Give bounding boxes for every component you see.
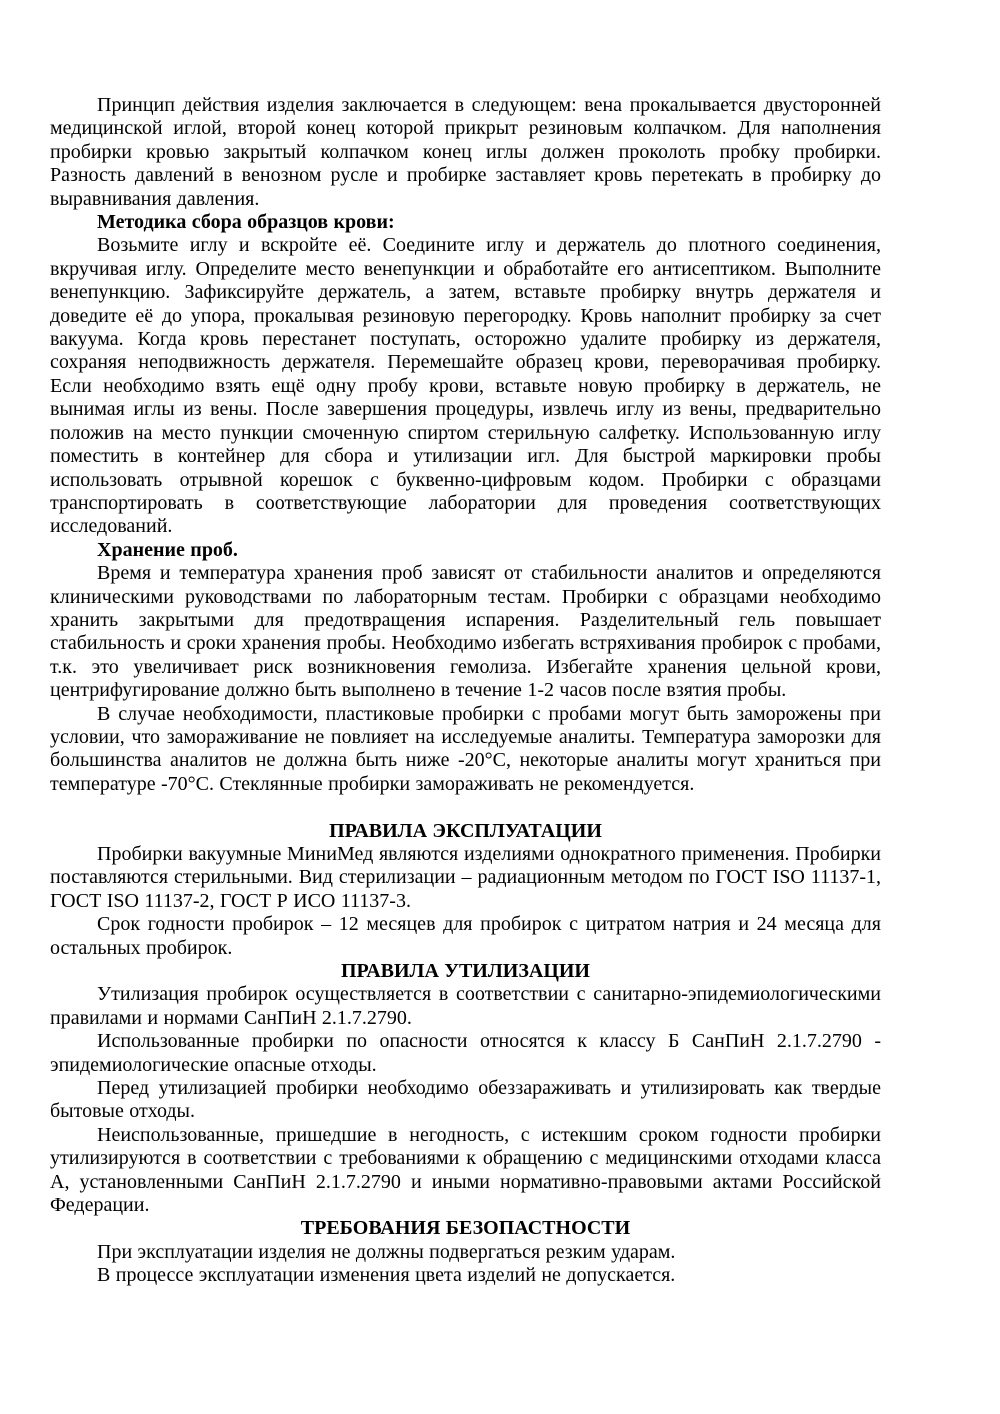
paragraph-single-use-sterilization: Пробирки вакуумные МиниМед являются изделиями однократного применения. Пробирки поставляются стерильными. Вид стерилизации – радиационным методом по ГОСТ ISO 11137-1, ГОСТ ISO 11137-2, ГОСТ Р ИСО 11137-3. (50, 842, 881, 912)
heading-safety-requirements: ТРЕБОВАНИЯ БЕЗОПАСТНОСТИ (300, 1217, 631, 1240)
paragraph-no-color-change: В процессе эксплуатации изменения цвета изделий не допускается. (97, 1264, 676, 1287)
paragraph-decontamination: Перед утилизацией пробирки необходимо обеззараживать и утилизировать как твердые бытовые отходы. (50, 1077, 881, 1123)
heading-blood-collection-method: Методика сбора образцов крови: (97, 211, 395, 234)
paragraph-disposal-sanpin: Утилизация пробирок осуществляется в соответствии с санитарно-эпидемиологическими правилами и нормами СанПиН 2.1.7.2790. (50, 983, 881, 1029)
paragraph-used-tubes-class-b: Использованные пробирки по опасности относятся к классу Б СанПиН 2.1.7.2790 - эпидемиологические опасные отходы. (50, 1030, 881, 1076)
heading-sample-storage: Хранение проб. (97, 538, 238, 561)
paragraph-unused-tubes-class-a: Неиспользованные, пришедшие в негодность, с истекшим сроком годности пробирки утилизируются в соответствии с требованиями к обращению с медицинскими отходами класса А, установленными СанПиН 2.1.7.2790 и иными нормативно-правовыми актами Российской Федерации. (50, 1123, 881, 1217)
document-body (50, 94, 881, 1288)
paragraph-storage-conditions: Время и температура хранения проб зависят от стабильности аналитов и определяются клиническими руководствами по лабораторным тестам. Пробирки с образцами необходимо хранить закрытыми для предотвращения испарения. Разделительный гель повышает стабильность и сроки хранения пробы. Необходимо избегать встряхивания пробирок с пробами, т.к. это увеличивает риск возникновения гемолиза. Избегайте хранения цельной крови, центрифугирование должно быть выполнено в течение 1-2 часов после взятия пробы. (50, 562, 881, 702)
paragraph-collection-procedure: Возьмите иглу и вскройте её. Соедините иглу и держатель до плотного соединения, вкручивая иглу. Определите место венепункции и обработайте его антисептиком. Выполните венепункцию. Зафиксируйте держатель, а затем, вставьте пробирку внутрь держателя и доведите её до упора, прокалывая резиновую перегородку. Кровь наполнит пробирку за счет вакуума. Когда кровь перестанет поступать, осторожно удалите пробирку из держателя, сохраняя неподвижность держателя. Перемешайте образец крови, переворачивая пробирку. Если необходимо взять ещё одну пробу крови, вставьте новую пробирку в держатель, не вынимая иглы из вены. После завершения процедуры, извлечь иглу из вены, предварительно положив на место пункции смоченную спиртом стерильную салфетку. Использованную иглу поместить в контейнер для сбора и утилизации игл. Для быстрой маркировки пробы использовать отрывной корешок с буквенно-цифровым кодом. Пробирки с образцами транспортировать в соответствующие лаборатории для проведения соответствующих исследований. (50, 234, 881, 538)
heading-disposal-rules: ПРАВИЛА УТИЛИЗАЦИИ (340, 960, 590, 983)
paragraph-freezing-conditions: В случае необходимости, пластиковые пробирки с пробами могут быть заморожены при условии, что замораживание не повлияет на исследуемые аналиты. Температура заморозки для большинства аналитов не должна быть ниже -20°С, некоторые аналиты могут храниться при температуре -70°С. Стеклянные пробирки замораживать не рекомендуется. (50, 702, 881, 795)
paragraph-operating-principle: Принцип действия изделия заключается в следующем: вена прокалывается двусторонней медицинской иглой, второй конец которой прикрыт резиновым колпачком. Для наполнения пробирки кровью закрытый колпачком конец иглы должен проколоть пробку пробирки. Разность давлений в венозном русле и пробирке заставляет кровь перетекать в пробирку до выравнивания давления. (50, 94, 881, 210)
paragraph-no-sharp-impacts: При эксплуатации изделия не должны подвергаться резким ударам. (97, 1240, 676, 1263)
paragraph-shelf-life: Срок годности пробирок – 12 месяцев для пробирок с цитратом натрия и 24 месяца для остальных пробирок. (50, 913, 881, 959)
heading-operation-rules: ПРАВИЛА ЭКСПЛУАТАЦИИ (329, 819, 602, 842)
